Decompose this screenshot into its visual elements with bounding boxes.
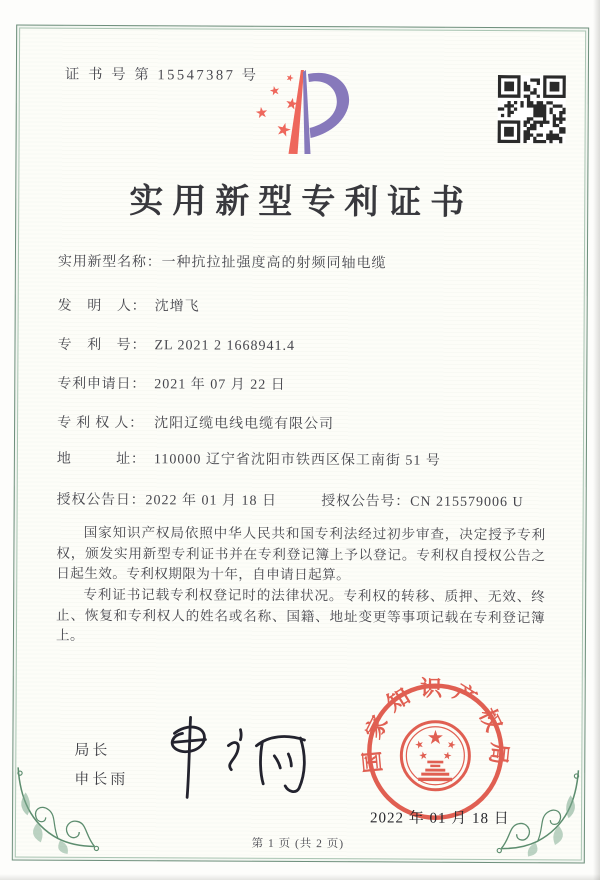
field-label: 实用新型名称： xyxy=(57,254,162,271)
field-label: 地 址： xyxy=(56,451,146,468)
field-label: 专利申请日： xyxy=(57,376,147,393)
seal-text: 国家知识产权局 xyxy=(358,675,513,775)
field-grant-row xyxy=(57,489,524,511)
paragraph-text: 国家知识产权局依照中华人民共和国专利法经过初步审查，决定授予专利权，颁发实用新型专利证书并在专利登记簿上予以登记。专利权自授权公告之日起生效。专利权期限为十年，自申请日起算。 xyxy=(56,524,546,583)
field-grant-date xyxy=(57,493,277,509)
logo-purple-stem xyxy=(302,70,310,154)
logo-purple-bowl xyxy=(308,73,350,138)
field-patentee xyxy=(57,412,334,433)
seal-arc-text-holder xyxy=(358,675,513,775)
seal-date: 2022 年 01 月 18 日 xyxy=(369,810,510,828)
field-utility-model-name xyxy=(58,251,387,273)
qr-code xyxy=(498,75,566,143)
corner-flourish-left xyxy=(14,764,111,861)
field-value: CN 215579006 U xyxy=(410,494,524,511)
paragraph-text: 专利证书记载专利权登记时的法律状况。专利权的转移、质押、无效、终止、恢复和专利权人的姓名或名称、国籍、地址变更等事项记载在专利登记簿上。 xyxy=(55,586,546,644)
certificate-title: 实用新型专利证书 xyxy=(129,183,474,222)
cnipa-logo xyxy=(247,66,355,159)
page-number: 第 1 页 (共 2 页) xyxy=(251,837,345,851)
field-grant-number xyxy=(321,494,523,510)
field-value: 110000 辽宁省沈阳市铁西区保工南街 51 号 xyxy=(153,452,441,469)
field-value: 沈增飞 xyxy=(154,299,200,315)
field-filing-date xyxy=(57,373,286,394)
field-label: 专 利 权 人： xyxy=(57,415,145,432)
field-patent-number xyxy=(57,334,295,355)
field-value: 2021 年 07 月 22 日 xyxy=(154,377,286,393)
legal-paragraph-1 xyxy=(56,523,545,587)
field-label: 授权公告日： xyxy=(56,492,146,509)
field-address xyxy=(57,448,441,470)
signer-name: 申长雨 xyxy=(74,771,129,789)
certificate-number: 证 书 号 第 15547387 号 xyxy=(64,66,259,84)
field-value: ZL 2021 2 1668941.4 xyxy=(154,338,296,354)
legal-paragraph-2 xyxy=(56,585,545,649)
field-value: 沈阳辽缆电线电缆有限公司 xyxy=(154,416,335,433)
field-inventor xyxy=(58,295,200,316)
field-value: 2022 年 01 月 18 日 xyxy=(145,493,278,509)
handwritten-signature xyxy=(156,711,316,804)
field-label: 授权公告号： xyxy=(321,494,411,510)
field-label: 专 利 号： xyxy=(57,337,147,354)
seal-national-emblem xyxy=(401,722,469,790)
field-value: 一种抗拉扯强度高的射频同轴电缆 xyxy=(161,255,387,272)
field-label: 发 明 人： xyxy=(57,298,147,315)
logo-red-wedge xyxy=(288,70,303,154)
signer-title: 局长 xyxy=(74,742,111,760)
